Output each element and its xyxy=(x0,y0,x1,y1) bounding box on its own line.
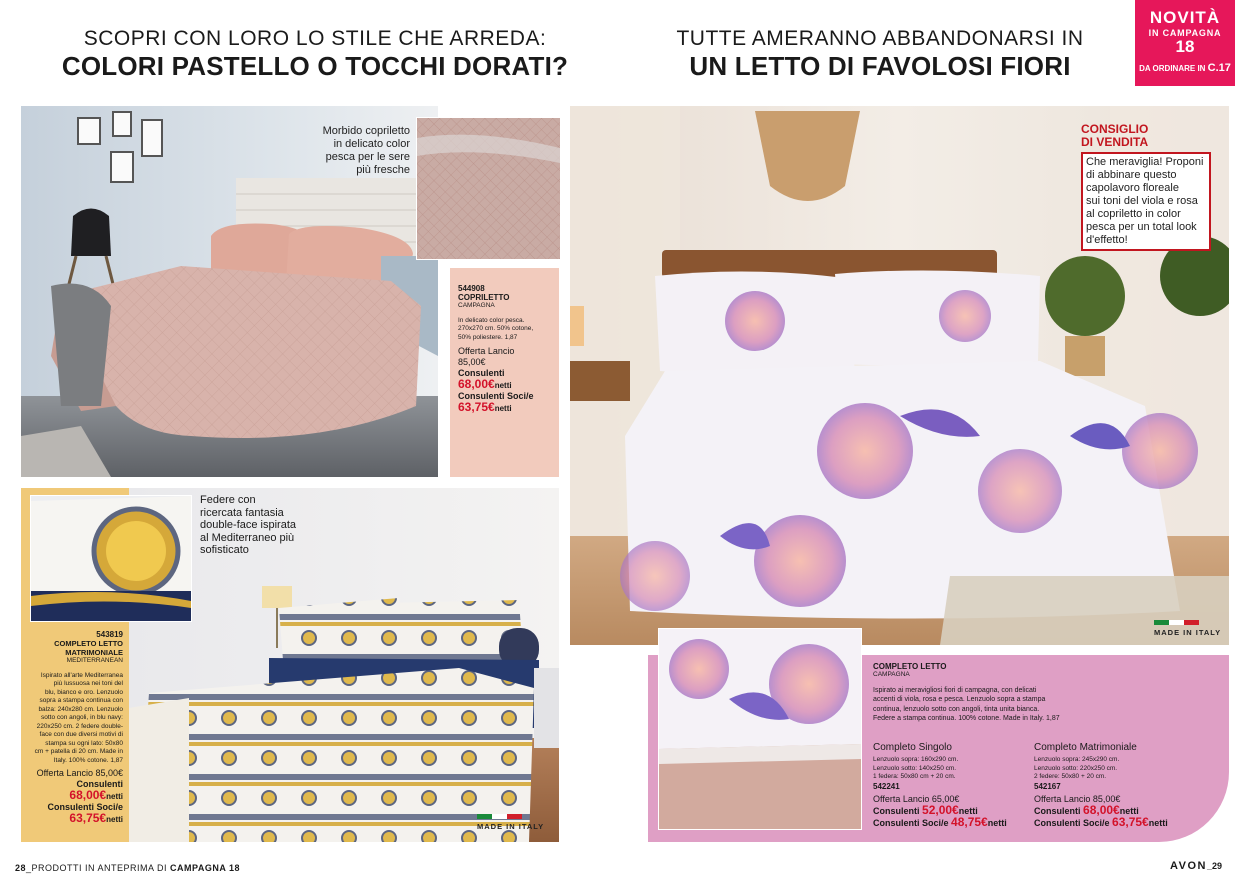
description-line: 270x270 cm. 50% cotone, xyxy=(458,325,534,332)
left-footer xyxy=(15,863,240,873)
netti-label: netti xyxy=(494,381,512,390)
netti-label: netti xyxy=(1148,817,1168,828)
description-line: più lussuosa nei toni del xyxy=(53,680,123,687)
product-description xyxy=(458,317,554,343)
italian-flag-icon xyxy=(477,814,522,819)
offer-label: Offerta Lancio xyxy=(458,346,515,356)
description-line: In delicato color pesca. xyxy=(458,316,525,324)
netti-label: netti xyxy=(494,404,512,413)
description-line: sotto con angoli, in blu navy: xyxy=(40,714,123,721)
product-name-line1: COMPLETO LETTO xyxy=(54,639,123,648)
caption-line: più fresche xyxy=(356,164,410,176)
pillow-medallion xyxy=(31,496,191,621)
caption-line: sofisticato xyxy=(200,544,249,556)
floral-product-info xyxy=(873,662,1213,724)
netti-label: netti xyxy=(1119,805,1139,816)
badge-title: NOVITÀ xyxy=(1149,8,1221,27)
consultants-price: 68,00€ xyxy=(1083,802,1120,817)
offer-text: Offerta Lancio 85,00€ xyxy=(1034,793,1121,804)
caption-line: al Mediterraneo più xyxy=(200,531,295,544)
netti-label: netti xyxy=(106,815,123,824)
offer-text: Offerta Lancio 65,00€ xyxy=(873,793,960,804)
made-in-label: MADE IN ITALY xyxy=(477,822,545,831)
left-headline-line1: SCOPRI CON LORO LO STILE CHE ARREDA: xyxy=(83,27,547,50)
floral-detail-photo xyxy=(658,628,862,830)
single-set-info xyxy=(873,742,1023,829)
product-code: 542241 xyxy=(873,781,900,791)
members-label: Consulenti Soci/e xyxy=(873,817,949,828)
footer-campaign: CAMPAGNA 18 xyxy=(170,863,241,873)
bedspread-caption xyxy=(290,125,410,177)
members-price-row xyxy=(1034,814,1184,829)
made-in-italy-badge-right xyxy=(1154,620,1221,637)
spec-line: Lenzuolo sopra: 245x290 cm. xyxy=(1034,756,1120,763)
consultants-label: Consulenti xyxy=(873,805,920,816)
description-line: sopra a stampa continua con xyxy=(39,697,123,704)
consultants-price: 68,00€ xyxy=(458,377,495,391)
caption-line: ricercata fantasia xyxy=(200,506,284,519)
members-price-row xyxy=(458,402,554,414)
tip-line: capolavoro floreale xyxy=(1086,182,1179,194)
caption-line: double-face ispirata xyxy=(200,519,297,531)
members-label: Consulenti Soci/e xyxy=(47,802,123,812)
spec-line: 1 federa: 50x80 cm + 20 cm. xyxy=(873,773,956,780)
page-number: 28 xyxy=(15,863,27,873)
consultants-price-row xyxy=(458,379,554,391)
badge-number: 18 xyxy=(1175,37,1195,56)
caption-line: pesca per le sere xyxy=(325,151,410,163)
description-line: cm + patella di 20 cm. Made in xyxy=(34,748,123,755)
double-set-info xyxy=(1034,742,1184,829)
netti-label: netti xyxy=(958,805,978,816)
members-label: Consulenti Soci/e xyxy=(458,391,534,401)
product-collection: CAMPAGNA xyxy=(458,302,495,309)
description-line: continua, lenzuolo sotto con angoli, tinta unita bianca. xyxy=(873,705,1040,713)
right-headline-line1: TUTTE AMERANNO ABBANDONARSI IN xyxy=(676,27,1084,50)
right-footer xyxy=(1170,860,1222,872)
product-description xyxy=(873,686,1213,724)
left-headline-line2: COLORI PASTELLO O TOCCHI DORATI? xyxy=(61,51,569,81)
description-line: 50% poliestere. 1,87 xyxy=(458,333,518,341)
tip-text-box xyxy=(1081,152,1211,251)
members-price-row xyxy=(25,813,123,825)
description-line: Italy. 100% cotone. 1,87 xyxy=(53,756,123,764)
spec-line: 2 federe: 50x80 + 20 cm. xyxy=(1034,773,1107,780)
product-code: 543819 xyxy=(96,630,123,639)
description-line: blu, bianco e oro. Lenzuolo xyxy=(44,688,123,696)
spec-line: Lenzuolo sotto: 220x250 cm. xyxy=(1034,764,1118,772)
spec-line: Lenzuolo sotto: 140x250 cm. xyxy=(873,764,957,772)
members-price: 63,75€ xyxy=(69,811,107,825)
description-line: 220x250 cm. 2 federe double- xyxy=(36,722,123,730)
badge-order-campaign: C.17 xyxy=(1207,62,1231,74)
product-collection: CAMPAGNA xyxy=(873,671,910,678)
tip-line: di abbinare questo xyxy=(1086,169,1177,181)
avon-logo: AVON xyxy=(1170,860,1207,872)
members-price: 63,75€ xyxy=(1112,814,1149,829)
novita-badge xyxy=(1135,0,1235,86)
badge-order-row xyxy=(1135,62,1235,74)
description-line: accenti di viola, rosa e pesca. Lenzuolo sopra a stampa xyxy=(873,696,1046,703)
consultants-price-row xyxy=(1034,802,1184,817)
netti-label: netti xyxy=(106,792,123,801)
consultants-price: 68,00€ xyxy=(69,788,107,802)
variant-specs xyxy=(1034,756,1184,782)
members-price: 48,75€ xyxy=(951,814,988,829)
made-in-italy-badge-left xyxy=(477,814,544,831)
consultants-label: Consulenti xyxy=(1034,805,1081,816)
tip-title-line1: CONSIGLIO xyxy=(1081,122,1149,136)
variant-title: Completo Singolo xyxy=(873,742,952,753)
consultants-price-row xyxy=(25,790,123,802)
tip-line: Che meraviglia! Proponi xyxy=(1086,156,1204,168)
badge-line2: IN CAMPAGNA xyxy=(1148,28,1222,38)
consultants-price: 52,00€ xyxy=(922,802,959,817)
product-code: 544908 xyxy=(458,284,485,293)
badge-order-prefix: DA ORDINARE IN xyxy=(1139,64,1208,73)
product-code: 542167 xyxy=(1034,781,1061,791)
pillow-detail-photo xyxy=(30,495,192,622)
tip-title-line2: DI VENDITA xyxy=(1081,135,1149,149)
caption-line: in delicato color xyxy=(333,138,410,150)
footer-text: _PRODOTTI xyxy=(26,863,86,873)
members-label: Consulenti Soci/e xyxy=(1034,817,1110,828)
product-name-line2: MATRIMONIALE xyxy=(65,648,123,657)
footer-text: IN ANTEPRIMA DI xyxy=(85,863,171,873)
members-price: 63,75€ xyxy=(458,400,495,414)
page-number: _29 xyxy=(1206,861,1222,871)
product-name: COMPLETO LETTO xyxy=(873,662,947,671)
description-line: face con due diversi motivi di xyxy=(39,731,123,738)
italian-flag-icon xyxy=(1154,620,1199,625)
netti-label: netti xyxy=(987,817,1007,828)
variant-specs xyxy=(873,756,1023,782)
spec-line: Lenzuolo sopra: 160x290 cm. xyxy=(873,756,959,763)
members-price-row xyxy=(873,814,1023,829)
description-line: Federe a stampa continua. 100% cotone. Made in Italy. 1,87 xyxy=(873,715,1060,722)
quilt-texture xyxy=(417,118,560,259)
tip-line: sui toni del viola e rosa xyxy=(1086,195,1198,207)
offer-text: Offerta Lancio 85,00€ xyxy=(36,768,123,778)
product-info-panel-copriletto xyxy=(450,268,559,477)
caption-line: Morbido copriletto xyxy=(322,125,410,137)
description-line: Ispirato ai meravigliosi fiori di campagna, con delicati xyxy=(873,686,1037,694)
pillow-caption xyxy=(200,494,350,557)
tip-line: pesca per un total look xyxy=(1086,221,1197,233)
description-line: balza: 240x280 cm. Lenzuolo xyxy=(38,705,123,713)
product-collection: MEDITERRANEAN xyxy=(66,657,123,664)
floral-pillow-detail xyxy=(659,629,861,829)
right-headline-line2: UN LETTO DI FAVOLOSI FIORI xyxy=(689,51,1071,81)
tip-line: d'effetto! xyxy=(1086,234,1128,246)
consultants-label: Consulenti xyxy=(458,368,505,378)
variant-title: Completo Matrimoniale xyxy=(1034,742,1137,753)
bedspread-detail-photo xyxy=(416,117,561,260)
sales-tip xyxy=(1081,123,1211,251)
tip-line: al copriletto in color xyxy=(1086,208,1181,220)
consultants-label: Consulenti xyxy=(76,779,123,789)
made-in-label: MADE IN ITALY xyxy=(1154,628,1222,637)
product-name: COPRILETTO xyxy=(458,293,510,302)
caption-line: Federe con xyxy=(200,494,256,506)
description-line: stampa su ogni lato: 50x80 xyxy=(45,739,123,747)
description-line: Ispirato all'arte Mediterranea xyxy=(40,671,123,679)
product-description xyxy=(25,672,123,766)
offer-price: 85,00€ xyxy=(458,357,486,367)
consultants-price-row xyxy=(873,802,1023,817)
